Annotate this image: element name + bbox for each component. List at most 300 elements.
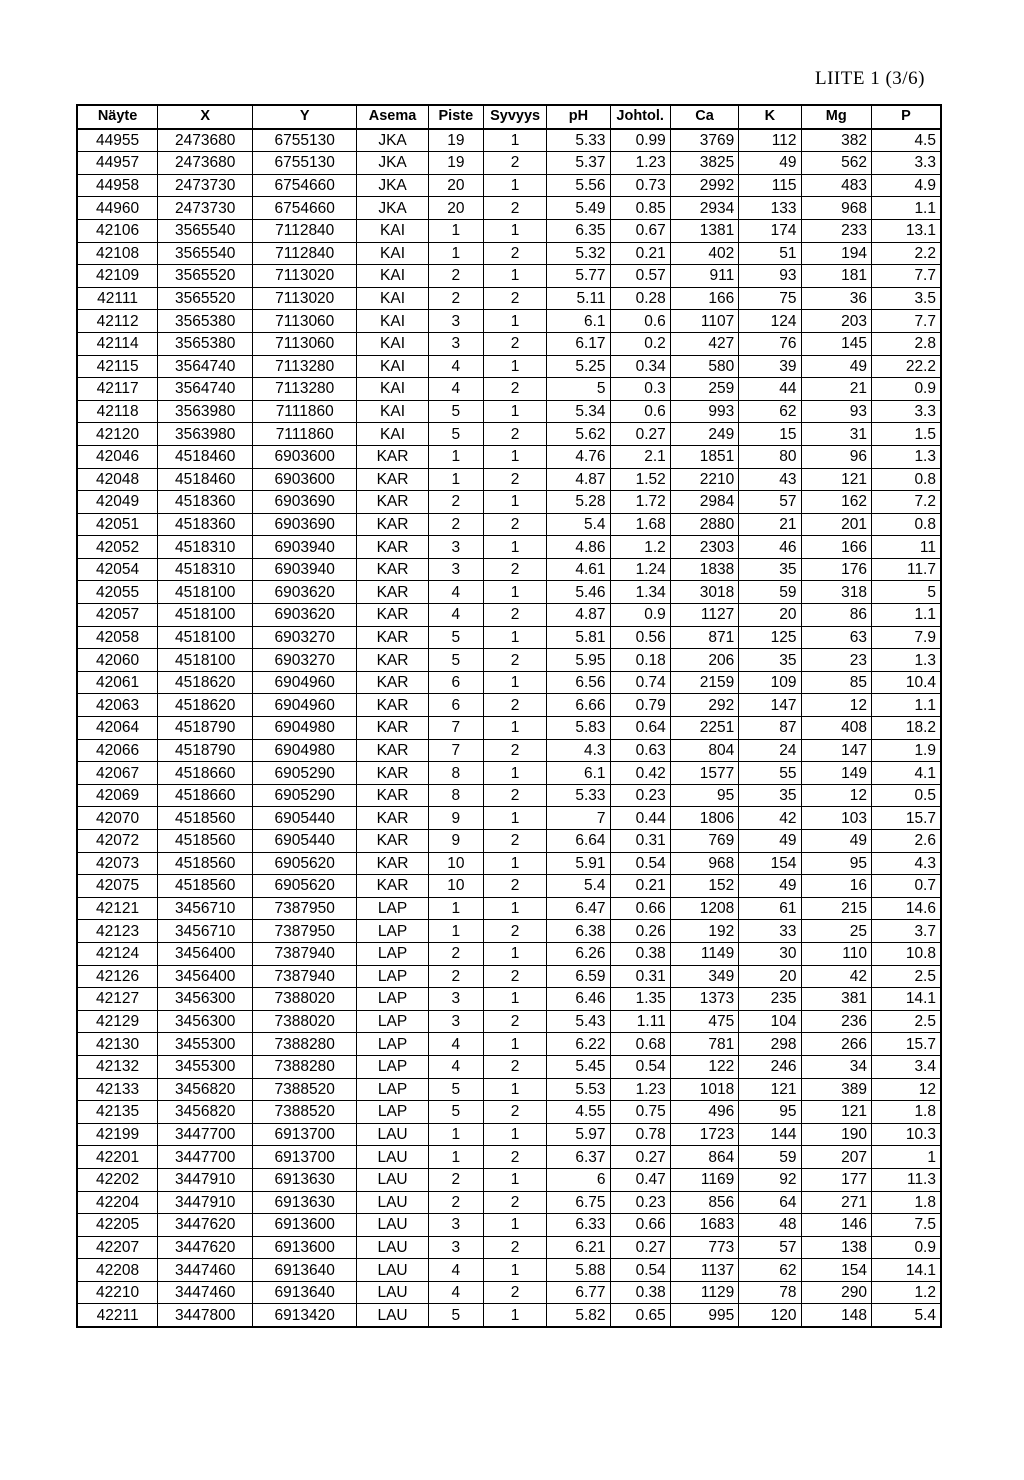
cell-mg: 236 [801,1010,871,1033]
cell-mg: 562 [801,152,871,175]
cell-x: 3456820 [158,1101,253,1124]
cell-mg: 138 [801,1236,871,1259]
cell-mg: 63 [801,626,871,649]
table-row [77,1010,941,1033]
cell-sample: 42124 [77,942,158,965]
cell-x: 4518310 [158,558,253,581]
cell-y: 7387940 [253,942,357,965]
cell-sample: 42108 [77,242,158,265]
cell-p: 1.5 [871,423,941,446]
cell-k: 46 [739,536,801,559]
cell-y: 6903690 [253,491,357,514]
cell-p: 7.5 [871,1214,941,1237]
cell-k: 104 [739,1010,801,1033]
cell-ca: 206 [670,649,738,672]
cell-sample: 42073 [77,852,158,875]
cell-ph: 5.82 [547,1304,610,1327]
cell-depth: 1 [483,129,546,152]
cell-ph: 6 [547,1168,610,1191]
cell-point: 2 [428,265,483,288]
cell-station: KAR [357,558,428,581]
cell-conductivity: 0.2 [610,332,670,355]
cell-point: 3 [428,310,483,333]
cell-y: 6903940 [253,558,357,581]
cell-ph: 5.77 [547,265,610,288]
cell-k: 93 [739,265,801,288]
cell-conductivity: 0.54 [610,1055,670,1078]
cell-ph: 5.62 [547,423,610,446]
cell-ph: 5.88 [547,1259,610,1282]
cell-station: KAR [357,581,428,604]
cell-k: 24 [739,739,801,762]
cell-sample: 44960 [77,197,158,220]
cell-sample: 42066 [77,739,158,762]
cell-p: 11 [871,536,941,559]
cell-p: 2.5 [871,1010,941,1033]
cell-x: 4518660 [158,784,253,807]
cell-sample: 42069 [77,784,158,807]
cell-mg: 162 [801,491,871,514]
cell-ph: 4.61 [547,558,610,581]
cell-sample: 42067 [77,762,158,785]
cell-x: 4518560 [158,830,253,853]
cell-y: 6904980 [253,739,357,762]
cell-y: 6903270 [253,626,357,649]
cell-depth: 1 [483,762,546,785]
cell-station: LAU [357,1236,428,1259]
cell-point: 2 [428,1191,483,1214]
cell-sample: 42063 [77,694,158,717]
cell-k: 109 [739,671,801,694]
cell-station: LAU [357,1214,428,1237]
cell-station: KAI [357,400,428,423]
cell-mg: 86 [801,604,871,627]
cell-y: 7387950 [253,897,357,920]
cell-sample: 42048 [77,468,158,491]
cell-ca: 1149 [670,942,738,965]
cell-station: LAU [357,1304,428,1327]
cell-depth: 2 [483,558,546,581]
cell-point: 3 [428,1236,483,1259]
cell-ca: 3018 [670,581,738,604]
table-row [77,1055,941,1078]
cell-ph: 6.64 [547,830,610,853]
cell-depth: 1 [483,265,546,288]
cell-k: 48 [739,1214,801,1237]
cell-mg: 110 [801,942,871,965]
cell-x: 3447700 [158,1146,253,1169]
cell-ph: 5.37 [547,152,610,175]
cell-conductivity: 0.79 [610,694,670,717]
cell-ca: 1381 [670,219,738,242]
cell-ca: 995 [670,1304,738,1327]
cell-k: 59 [739,581,801,604]
cell-conductivity: 0.34 [610,355,670,378]
cell-p: 10.3 [871,1123,941,1146]
cell-ph: 5.46 [547,581,610,604]
cell-point: 2 [428,287,483,310]
cell-y: 6905290 [253,784,357,807]
cell-mg: 483 [801,174,871,197]
cell-conductivity: 0.66 [610,897,670,920]
table-row [77,1168,941,1191]
cell-ph: 5.97 [547,1123,610,1146]
cell-ph: 5.81 [547,626,610,649]
cell-ph: 5.28 [547,491,610,514]
cell-y: 7113020 [253,265,357,288]
cell-y: 6903620 [253,581,357,604]
cell-ca: 993 [670,400,738,423]
cell-p: 3.5 [871,287,941,310]
cell-y: 6754660 [253,174,357,197]
cell-station: LAU [357,1146,428,1169]
cell-sample: 42075 [77,875,158,898]
cell-p: 4.1 [871,762,941,785]
cell-y: 6903690 [253,513,357,536]
cell-k: 147 [739,694,801,717]
cell-conductivity: 0.21 [610,242,670,265]
cell-p: 2.5 [871,965,941,988]
cell-k: 44 [739,378,801,401]
cell-k: 42 [739,807,801,830]
cell-sample: 42211 [77,1304,158,1327]
cell-y: 6913700 [253,1146,357,1169]
cell-k: 15 [739,423,801,446]
cell-station: JKA [357,197,428,220]
table-row [77,897,941,920]
cell-point: 3 [428,536,483,559]
table-row [77,784,941,807]
cell-p: 14.6 [871,897,941,920]
cell-station: KAR [357,604,428,627]
cell-depth: 2 [483,604,546,627]
cell-point: 9 [428,830,483,853]
cell-depth: 2 [483,1010,546,1033]
table-row [77,219,941,242]
appendix-page-label: LIITE 1 (3/6) [815,68,925,89]
cell-x: 3447460 [158,1281,253,1304]
cell-k: 133 [739,197,801,220]
cell-mg: 121 [801,468,871,491]
table-row [77,174,941,197]
cell-ca: 2880 [670,513,738,536]
cell-depth: 1 [483,1259,546,1282]
cell-depth: 2 [483,920,546,943]
table-row [77,1146,941,1169]
cell-conductivity: 0.27 [610,423,670,446]
table-body [77,129,941,1327]
cell-k: 20 [739,604,801,627]
cell-point: 4 [428,1033,483,1056]
cell-k: 76 [739,332,801,355]
cell-ca: 2984 [670,491,738,514]
cell-point: 20 [428,197,483,220]
cell-y: 6913640 [253,1259,357,1282]
table-header-row [77,105,941,129]
cell-mg: 49 [801,355,871,378]
cell-x: 4518100 [158,581,253,604]
header-k: K [739,105,801,129]
table-row [77,400,941,423]
cell-station: LAU [357,1123,428,1146]
table-row [77,626,941,649]
cell-mg: 190 [801,1123,871,1146]
cell-depth: 2 [483,1101,546,1124]
cell-x: 3447910 [158,1168,253,1191]
cell-point: 1 [428,897,483,920]
cell-depth: 1 [483,310,546,333]
cell-y: 6903600 [253,468,357,491]
cell-p: 2.2 [871,242,941,265]
cell-y: 6904960 [253,671,357,694]
cell-conductivity: 1.24 [610,558,670,581]
cell-y: 7388020 [253,1010,357,1033]
table-row [77,445,941,468]
cell-conductivity: 1.68 [610,513,670,536]
cell-x: 4518100 [158,626,253,649]
table-row [77,671,941,694]
table-row [77,1191,941,1214]
cell-y: 6913630 [253,1168,357,1191]
cell-sample: 42201 [77,1146,158,1169]
cell-mg: 85 [801,671,871,694]
cell-station: JKA [357,174,428,197]
cell-mg: 148 [801,1304,871,1327]
cell-conductivity: 0.85 [610,197,670,220]
cell-k: 115 [739,174,801,197]
cell-depth: 2 [483,468,546,491]
header-depth: Syvyys [483,105,546,129]
cell-x: 4518100 [158,604,253,627]
cell-point: 2 [428,1168,483,1191]
cell-station: KAR [357,830,428,853]
cell-mg: 389 [801,1078,871,1101]
soil-analysis-table [76,104,942,1328]
cell-conductivity: 1.72 [610,491,670,514]
cell-x: 4518560 [158,875,253,898]
cell-depth: 1 [483,1214,546,1237]
cell-p: 4.3 [871,852,941,875]
cell-ph: 4.87 [547,468,610,491]
cell-point: 19 [428,129,483,152]
table-row [77,332,941,355]
cell-mg: 318 [801,581,871,604]
table-row [77,1123,941,1146]
cell-ph: 6.56 [547,671,610,694]
cell-station: LAP [357,897,428,920]
cell-k: 49 [739,152,801,175]
cell-x: 4518560 [158,807,253,830]
cell-depth: 1 [483,671,546,694]
cell-ca: 864 [670,1146,738,1169]
cell-point: 4 [428,604,483,627]
cell-y: 7388280 [253,1055,357,1078]
cell-ph: 5.33 [547,129,610,152]
cell-conductivity: 0.74 [610,671,670,694]
cell-depth: 2 [483,875,546,898]
cell-point: 4 [428,378,483,401]
cell-y: 7387940 [253,965,357,988]
table-row [77,717,941,740]
cell-y: 7113060 [253,332,357,355]
cell-conductivity: 0.31 [610,965,670,988]
cell-sample: 42106 [77,219,158,242]
table-row [77,649,941,672]
cell-ca: 427 [670,332,738,355]
cell-y: 6905290 [253,762,357,785]
cell-mg: 31 [801,423,871,446]
cell-y: 7113060 [253,310,357,333]
header-sample: Näyte [77,105,158,129]
cell-p: 1.1 [871,197,941,220]
cell-p: 14.1 [871,988,941,1011]
cell-station: KAR [357,671,428,694]
cell-station: LAP [357,1078,428,1101]
cell-ca: 122 [670,1055,738,1078]
cell-ph: 5.45 [547,1055,610,1078]
cell-sample: 44957 [77,152,158,175]
cell-p: 1.1 [871,604,941,627]
cell-mg: 16 [801,875,871,898]
cell-p: 7.2 [871,491,941,514]
table-row [77,1101,941,1124]
cell-ph: 5.43 [547,1010,610,1033]
cell-y: 6755130 [253,129,357,152]
cell-ca: 856 [670,1191,738,1214]
cell-ca: 152 [670,875,738,898]
table-row [77,581,941,604]
cell-sample: 42210 [77,1281,158,1304]
cell-station: LAP [357,942,428,965]
cell-p: 22.2 [871,355,941,378]
cell-ph: 6.35 [547,219,610,242]
cell-x: 4518560 [158,852,253,875]
cell-station: KAR [357,536,428,559]
cell-point: 9 [428,807,483,830]
table-row [77,694,941,717]
cell-p: 7.7 [871,265,941,288]
table-row [77,920,941,943]
cell-ph: 5.4 [547,513,610,536]
table-row [77,1078,941,1101]
cell-depth: 2 [483,784,546,807]
cell-k: 298 [739,1033,801,1056]
table-row [77,807,941,830]
cell-ca: 1137 [670,1259,738,1282]
cell-ca: 95 [670,784,738,807]
table-row [77,265,941,288]
cell-point: 1 [428,1123,483,1146]
cell-depth: 1 [483,852,546,875]
cell-ph: 4.87 [547,604,610,627]
cell-p: 3.4 [871,1055,941,1078]
cell-depth: 1 [483,581,546,604]
cell-p: 0.8 [871,468,941,491]
cell-y: 6905620 [253,875,357,898]
table-row [77,513,941,536]
cell-point: 8 [428,762,483,785]
cell-k: 174 [739,219,801,242]
cell-station: KAR [357,875,428,898]
table-row [77,762,941,785]
cell-sample: 42055 [77,581,158,604]
cell-y: 6913600 [253,1236,357,1259]
cell-sample: 42070 [77,807,158,830]
cell-p: 15.7 [871,1033,941,1056]
cell-sample: 42121 [77,897,158,920]
cell-depth: 1 [483,445,546,468]
cell-p: 1.1 [871,694,941,717]
cell-x: 4518790 [158,739,253,762]
cell-ph: 5.53 [547,1078,610,1101]
cell-station: KAI [357,242,428,265]
cell-station: KAR [357,694,428,717]
cell-sample: 44958 [77,174,158,197]
cell-p: 0.9 [871,378,941,401]
cell-k: 120 [739,1304,801,1327]
cell-ph: 5.95 [547,649,610,672]
cell-mg: 147 [801,739,871,762]
cell-station: KAI [357,219,428,242]
cell-ph: 6.47 [547,897,610,920]
cell-p: 1.3 [871,649,941,672]
cell-point: 1 [428,219,483,242]
cell-k: 43 [739,468,801,491]
cell-ph: 5.34 [547,400,610,423]
cell-p: 10.4 [871,671,941,694]
cell-y: 6905440 [253,830,357,853]
header-point: Piste [428,105,483,129]
cell-x: 2473730 [158,197,253,220]
cell-x: 3456400 [158,942,253,965]
cell-point: 5 [428,649,483,672]
cell-ca: 781 [670,1033,738,1056]
cell-mg: 181 [801,265,871,288]
cell-conductivity: 0.47 [610,1168,670,1191]
cell-ca: 192 [670,920,738,943]
cell-p: 1 [871,1146,941,1169]
cell-mg: 21 [801,378,871,401]
cell-x: 3563980 [158,400,253,423]
cell-station: KAR [357,445,428,468]
cell-conductivity: 0.31 [610,830,670,853]
cell-p: 13.1 [871,219,941,242]
cell-sample: 42057 [77,604,158,627]
cell-mg: 290 [801,1281,871,1304]
cell-depth: 1 [483,400,546,423]
cell-k: 124 [739,310,801,333]
table-row [77,1281,941,1304]
cell-k: 35 [739,649,801,672]
cell-k: 49 [739,830,801,853]
cell-station: KAR [357,852,428,875]
cell-depth: 1 [483,1168,546,1191]
cell-depth: 1 [483,942,546,965]
cell-depth: 2 [483,287,546,310]
cell-ca: 2210 [670,468,738,491]
cell-station: JKA [357,152,428,175]
cell-mg: 93 [801,400,871,423]
cell-sample: 42112 [77,310,158,333]
cell-x: 4518310 [158,536,253,559]
cell-depth: 2 [483,332,546,355]
cell-depth: 1 [483,1304,546,1327]
cell-p: 1.8 [871,1191,941,1214]
cell-p: 7.9 [871,626,941,649]
cell-p: 4.5 [871,129,941,152]
cell-k: 61 [739,897,801,920]
cell-sample: 42132 [77,1055,158,1078]
